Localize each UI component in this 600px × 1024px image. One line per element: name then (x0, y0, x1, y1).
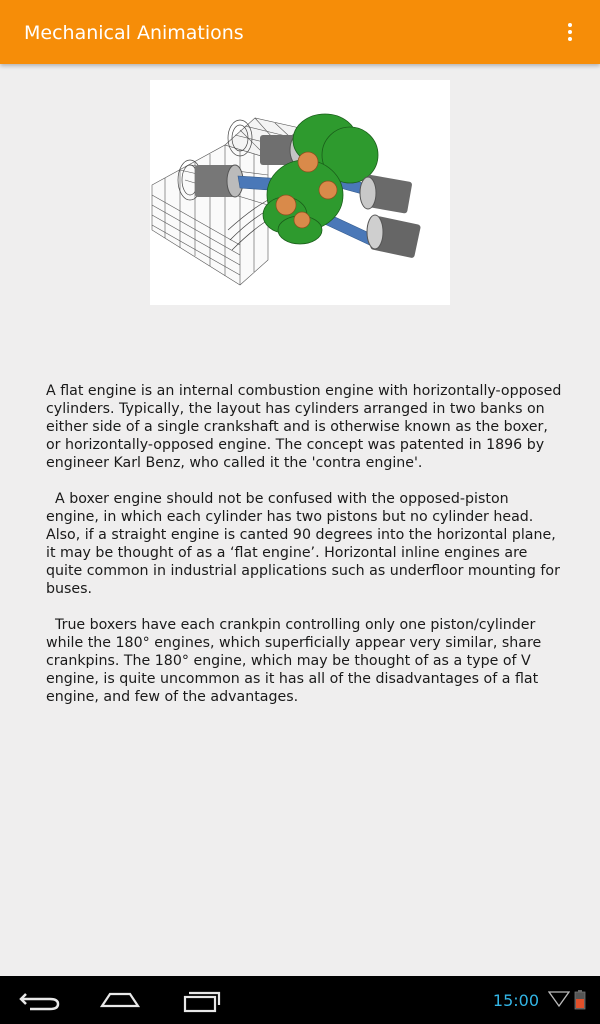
paragraph-1: A flat engine is an internal combustion engine with horizontally-opposed cylinders. Typically, the layout has cylinders arranged in two banks on either side of a single crankshaft and is otherwise known as the boxer, or horizontally-opposed engine. The concept was patented in 1896 by engineer Karl Benz, who called it the 'contra engine'. (46, 383, 566, 471)
battery-icon (574, 990, 586, 1014)
wifi-icon (548, 990, 570, 1012)
status-clock: 15:00 (492, 991, 539, 1010)
back-icon[interactable] (12, 984, 68, 1016)
system-navigation-bar (0, 976, 600, 1024)
recent-apps-icon[interactable] (172, 984, 228, 1016)
home-icon[interactable] (92, 984, 148, 1016)
flat-engine-image (150, 80, 450, 305)
more-vert-icon[interactable] (556, 18, 584, 46)
app-bar (0, 0, 600, 64)
app-title: Mechanical Animations (24, 22, 244, 44)
flat-engine-illustration (150, 80, 450, 305)
paragraph-3: True boxers have each crankpin controlling only one piston/cylinder while the 180° engines, which superficially appear very similar, share crankpins. The 180° engine, which may be thought of as a type of V engine, is quite uncommon as it has all of the disadvantages of a flat engine, and few of the advantages. (46, 617, 546, 705)
article-text (46, 382, 566, 724)
paragraph-2: A boxer engine should not be confused with the opposed-piston engine, in which each cylinder has two pistons but no cylinder head. Also, if a straight engine is canted 90 degrees into the horizontal plane, it may be thought of as a ‘flat engine’. Horizontal inline engines are quite common in industrial applications such as underfloor mounting for buses. (46, 491, 565, 597)
